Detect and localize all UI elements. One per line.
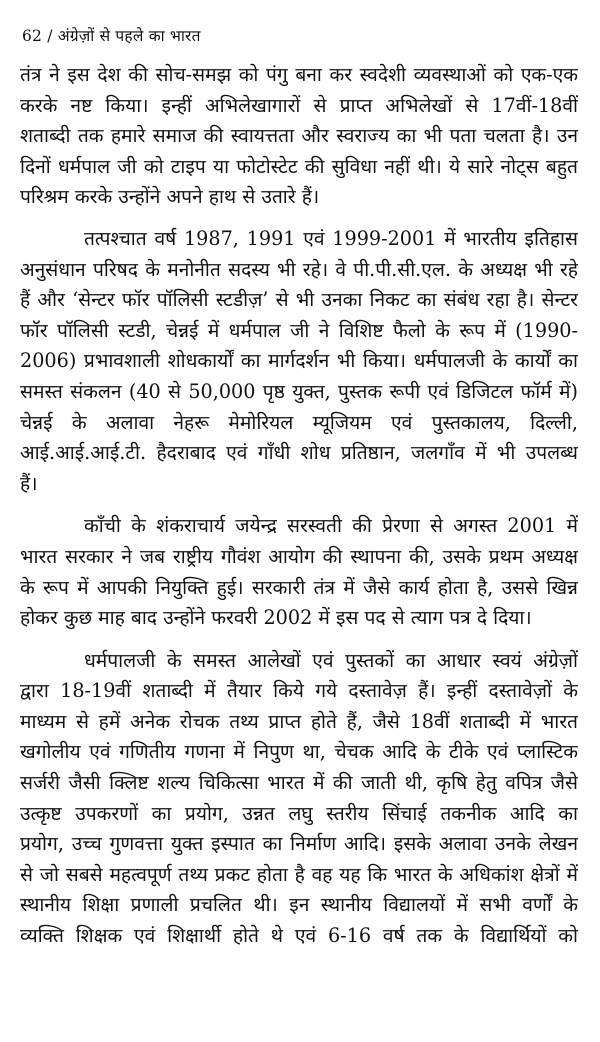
paragraph — [20, 224, 578, 499]
text-line: तंत्र ने इस देश की सोच-समझ को पंगु बना कर स्वदेशी व्यवस्थाओं को एक-एक — [20, 63, 578, 86]
text-line: धर्मपालजी के समस्त आलेखों एवं पुस्तकों का आधार स्वयं अंग्रेज़ों — [84, 648, 578, 672]
paragraph — [20, 511, 578, 633]
text-line: हैं। — [20, 471, 38, 495]
text-line: माध्यम से हमें अनेक रोचक तथ्य प्राप्त होते हैं, जैसे 18वीं शताब्दी में भारत — [20, 709, 578, 733]
text-line: समस्त संकलन (40 से 50,000 पृष्ठ युक्त, पुस्तक रूपी एवं डिजिटल फॉर्म में) — [20, 379, 578, 403]
text-line: तत्पश्चात वर्ष 1987, 1991 एवं 1999-2001 में भारतीय इतिहास — [84, 226, 578, 250]
text-line: फॉर पॉलिसी स्टडी, चेन्नई में धर्मपाल जी ने विशिष्ट फैलो के रूप में (1990- — [20, 318, 578, 342]
paragraph — [20, 646, 578, 952]
text-line: करके नष्ट किया। इन्हीं अभिलेखागारों से प्राप्त अभिलेखों से 17वीं-18वीं — [20, 93, 578, 117]
text-line: व्यक्ति शिक्षक एवं शिक्षार्थी होते थे एवं 6-16 वर्ष तक के विद्यार्थियों को — [20, 924, 578, 948]
text-line: चेन्नई के अलावा नेहरू मेमोरियल म्यूजियम एवं पुस्तकालय, दिल्ली, — [20, 410, 578, 434]
text-line: द्वारा 18-19वीं शताब्दी में तैयार किये गये दस्तावेज़ हैं। इन्हीं दस्तावेज़ों के — [20, 679, 578, 703]
text-line: भारत सरकार ने जब राष्ट्रीय गौवंश आयोग की स्थापना की, उसके प्रथम अध्यक्ष — [20, 544, 578, 568]
text-line: सर्जरी जैसी क्लिष्ट शल्य चिकित्सा भारत में की जाती थी, कृषि हेतु वपित्र जैसे — [20, 771, 578, 795]
paragraph — [20, 60, 578, 213]
text-line: दिनों धर्मपाल जी को टाइप या फोटोस्टेट की सुविधा नहीं थी। ये सारे नोट्स बहुत — [20, 154, 578, 178]
text-line: शताब्दी तक हमारे समाज की स्वायत्तता और स्वराज्य का भी पता चलता है। उन — [20, 124, 578, 148]
text-line: खगोलीय एवं गणितीय गणना में निपुण था, चेचक आदि के टीके एवं प्लास्टिक — [20, 740, 578, 764]
text-line: परिश्रम करके उन्होंने अपने हाथ से उतारे हैं। — [20, 185, 320, 209]
text-line: काँची के शंकराचार्य जयेन्द्र सरस्वती की प्रेरणा से अगस्त 2001 में — [84, 514, 578, 538]
text-line: आई.आई.आई.टी. हैदराबाद एवं गाँधी शोध प्रतिष्ठान, जलगाँव में भी उपलब्ध — [20, 441, 578, 465]
text-line: अनुसंधान परिषद के मनोनीत सदस्य भी रहे। वे पी.पी.सी.एल. के अध्यक्ष भी रहे — [20, 257, 578, 281]
text-line: होकर कुछ माह बाद उन्होंने फरवरी 2002 में इस पद से त्याग पत्र दे दिया। — [20, 606, 532, 630]
text-line: हैं और ‘सेन्टर फॉर पॉलिसी स्टडीज़’ से भी उनका निकट का संबंध रहा है। सेन्टर — [20, 288, 578, 312]
text-line: से जो सबसे महत्वपूर्ण तथ्य प्रकट होता है वह यह कि भारत के अधिकांश क्षेत्रों में — [20, 862, 578, 886]
text-line: के रूप में आपकी नियुक्ति हुई। सरकारी तंत्र में जैसे कार्य होता है, उससे खिन्न — [20, 575, 578, 599]
text-line: स्थानीय शिक्षा प्रणाली प्रचलित थी। इन स्थानीय विद्यालयों में सभी वर्णों के — [20, 893, 578, 917]
text-line: 2006) प्रभावशाली शोधकार्यों का मार्गदर्शन भी किया। धर्मपालजी के कार्यों का — [20, 349, 578, 373]
text-line: उत्कृष्ट उपकरणों का प्रयोग, उन्नत लघु स्तरीय सिंचाई तकनीक आदि का — [20, 801, 578, 825]
text-line: प्रयोग, उच्च गुणवत्ता युक्त इस्पात का निर्माण आदि। इसके अलावा उनके लेखन — [20, 832, 578, 856]
running-head: 62 / अंग्रेज़ों से पहले का भारत — [22, 27, 201, 45]
